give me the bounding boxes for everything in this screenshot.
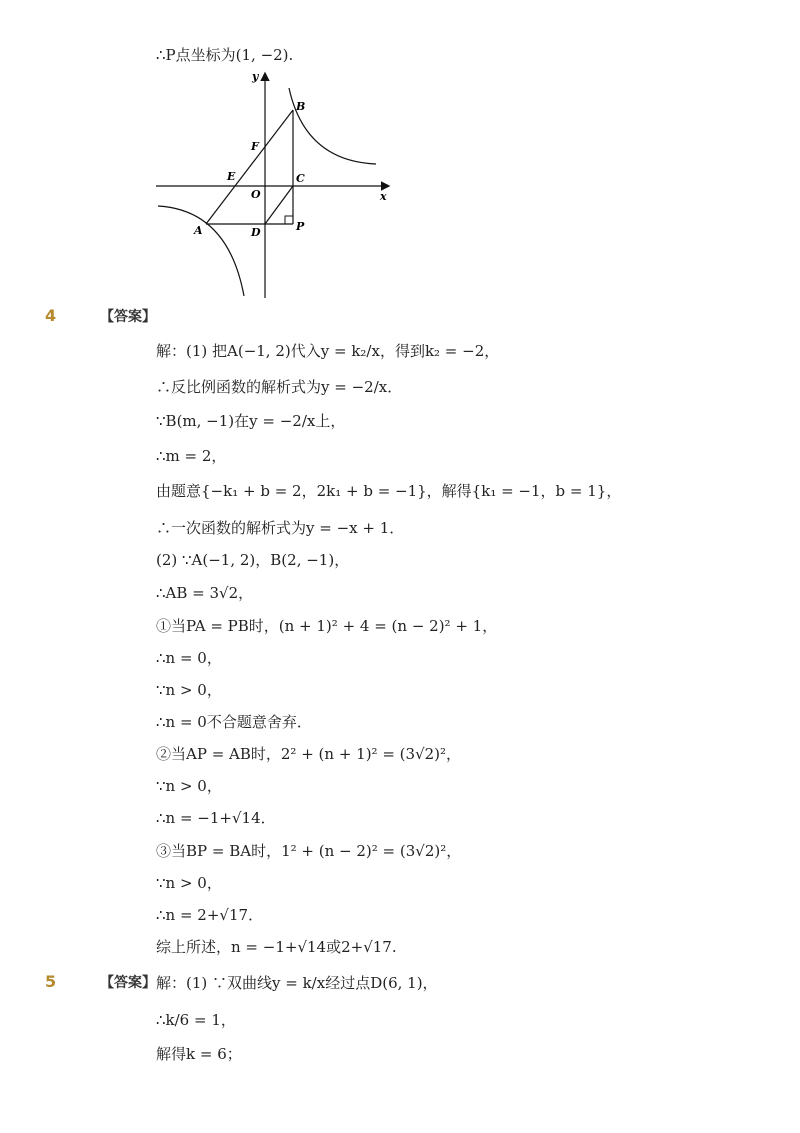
label-f: F — [251, 140, 259, 153]
answer-line: 解得k = 6； — [156, 1045, 242, 1063]
label-o: O — [251, 188, 261, 201]
label-d: D — [251, 226, 261, 239]
label-x: x — [380, 190, 387, 203]
answer-tag: 【答案】 — [100, 309, 156, 325]
answer-line: ∴一次函数的解析式为y = −x + 1． — [156, 519, 405, 537]
right-angle-mark — [285, 216, 293, 224]
label-b: B — [296, 100, 306, 113]
answer-line: ∴m = 2， — [156, 447, 227, 465]
answer-line: ∴n = −1+√14． — [156, 809, 276, 827]
label-y: y — [252, 70, 259, 83]
segment-dc — [265, 186, 293, 224]
answer-line: ①当PA = PB时，(n + 1)² + 4 = (n − 2)² + 1， — [156, 617, 498, 635]
answer-line: ∵n > 0， — [156, 874, 222, 892]
answer-line: ∵B(m, −1)在y = −2/x上， — [156, 412, 346, 430]
answer-line: ∴n = 0不合题意舍弃． — [156, 713, 312, 731]
answer-tag: 【答案】 — [100, 975, 156, 991]
label-p: P — [296, 220, 305, 233]
answer-line: ∴AB = 3√2， — [156, 584, 254, 602]
question-number: 4 — [45, 306, 57, 325]
intro-text: ∴P点坐标为(1, −2). — [156, 46, 294, 64]
answer-line: ∵n > 0， — [156, 681, 222, 699]
answer-line: 综上所述，n = −1+√14或2+√17. — [156, 938, 397, 956]
answer-line: ∴n = 2+√17． — [156, 906, 264, 924]
answer-line: (2) ∵A(−1, 2)，B(2, −1)， — [156, 551, 350, 569]
label-c: C — [296, 172, 305, 185]
answer-line: ∴反比例函数的解析式为y = −2/x． — [156, 378, 403, 396]
answer-line: 解：(1) ∵双曲线y = k/x经过点D(6, 1)， — [156, 974, 438, 992]
answer-line: ∴n = 0， — [156, 649, 222, 667]
label-e: E — [227, 170, 236, 183]
answer-line: ③当BP = BA时，1² + (n − 2)² = (3√2)²， — [156, 842, 462, 860]
answer-line: ∴k/6 = 1， — [156, 1011, 236, 1029]
answer-line: 解：(1) 把A(−1, 2)代入y = k₂/x，得到k₂ = −2， — [156, 342, 500, 360]
question-number: 5 — [45, 972, 57, 991]
hyperbola-branch-left — [158, 206, 244, 296]
answer-line: ②当AP = AB时，2² + (n + 1)² = (3√2)²， — [156, 745, 462, 763]
label-a: A — [194, 224, 203, 237]
answer-line: ∵n > 0， — [156, 777, 222, 795]
coordinate-figure — [150, 66, 395, 301]
answer-line: 由题意{−k₁ + b = 2，2k₁ + b = −1}，解得{k₁ = −1，b = 1}， — [156, 482, 622, 500]
line-ab — [206, 110, 293, 224]
